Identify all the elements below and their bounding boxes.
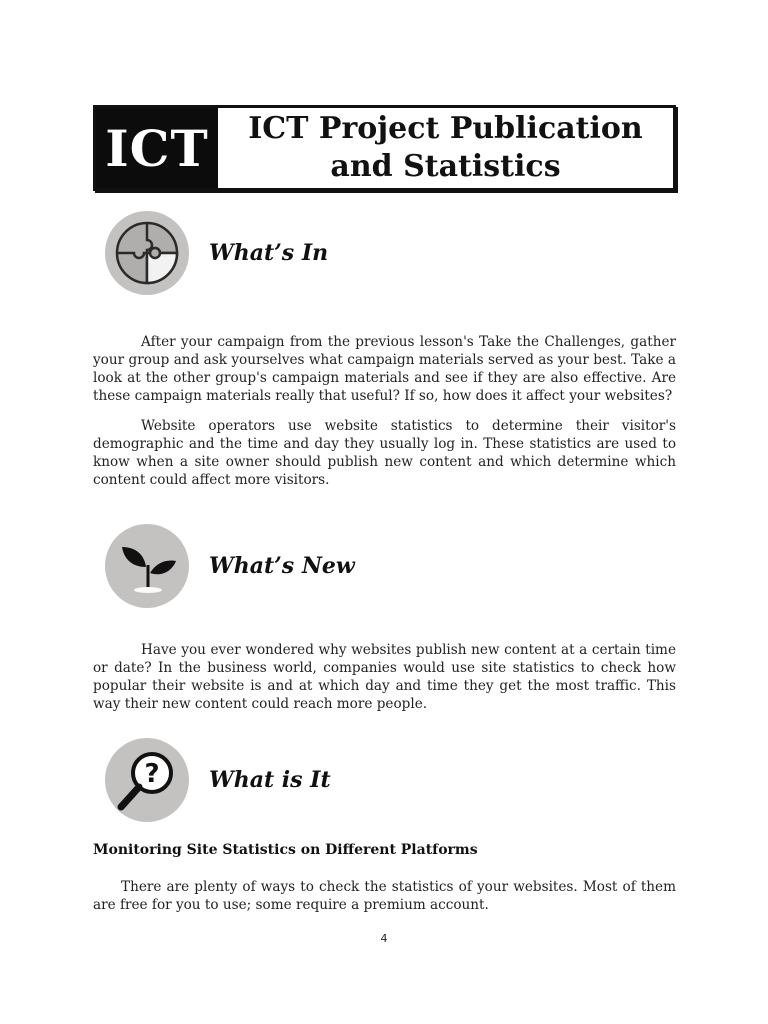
- section-title: What’s New: [209, 553, 355, 579]
- lesson-title-line1: ICT Project Publication: [248, 111, 643, 146]
- paragraph: Have you ever wondered why websites publish new content at a certain time or date? In the business world, companies would use site statistics to check how popular their website is and at which day and time they get the most traffic. This way their new content could reach more people.: [93, 642, 676, 712]
- lesson-header: [93, 105, 676, 191]
- header-tag: ICT: [96, 108, 218, 188]
- section-whats-in: [105, 211, 328, 295]
- plant-icon: [105, 524, 189, 608]
- subheading: Monitoring Site Statistics on Different Platforms: [93, 842, 478, 858]
- page-number: 4: [380, 932, 388, 945]
- paragraph: After your campaign from the previous lesson's Take the Challenges, gather your group and ask yourselves what campaign materials served as your best. Take a look at the other group's campaign materials and see if they are also effective. Are these campaign materials really that useful? If so, how does it affect your websites?: [93, 334, 676, 404]
- puzzle-icon: [105, 211, 189, 295]
- section-what-is-it: [105, 738, 331, 822]
- lesson-title-line2: and Statistics: [330, 149, 561, 184]
- section-title: What’s In: [209, 240, 329, 266]
- section-whats-new: [105, 524, 355, 608]
- section-title: What is It: [209, 767, 331, 793]
- svg-text:?: ?: [144, 759, 160, 789]
- paragraph: There are plenty of ways to check the statistics of your websites. Most of them are free for you to use; some require a premium account.: [93, 879, 676, 913]
- paragraph: Website operators use website statistics to determine their visitor's demographic and the time and day they usually log in. These statistics are used to know when a site owner should publish new content and which determine which content could affect more visitors.: [93, 418, 676, 488]
- magnifier-question-icon: [105, 738, 189, 822]
- lesson-title: [218, 108, 673, 188]
